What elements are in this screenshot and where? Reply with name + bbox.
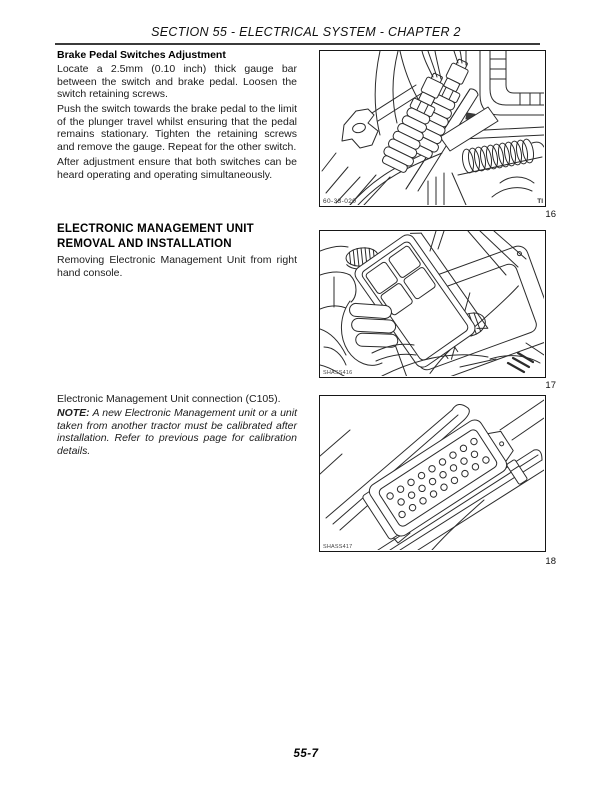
figure-16-drawing <box>320 51 544 205</box>
note-text: A new Electronic Management unit or a unit taken from another tractor must be calibrated after installation. Refer to previous page for calibration details. <box>57 407 297 457</box>
figure-16-watermark: TI <box>537 198 543 205</box>
emu-paragraph-1: Removing Electronic Management Unit from right hand console. <box>57 254 297 279</box>
figure-16-number: 16 <box>545 209 556 220</box>
figure-17-number: 17 <box>545 380 556 391</box>
brake-paragraph-2: Push the switch towards the brake pedal to the limit of the plunger travel whilst ensuring that the pedal remains stationary. Tighten the retaining screws and remove the gauge. Repeat for the other switch. <box>57 103 297 153</box>
header-rule <box>55 43 540 45</box>
connection-paragraph: Electronic Management Unit connection (C105). <box>57 393 281 405</box>
figure-18-number: 18 <box>545 556 556 567</box>
page-header-title: SECTION 55 - ELECTRICAL SYSTEM - CHAPTER 2 <box>151 25 461 39</box>
page-number: 55-7 <box>293 748 319 760</box>
figure-18-emu-connector <box>319 395 546 552</box>
emu-heading-line2: REMOVAL AND INSTALLATION <box>57 237 232 250</box>
brake-paragraph-3: After adjustment ensure that both switches can be heard operating and operating simultaneously. <box>57 156 297 181</box>
figure-16-caption: 60-33-020 <box>323 198 357 205</box>
figure-18-caption: SHASS417 <box>323 544 353 550</box>
figure-16-brake-switches <box>319 50 546 207</box>
emu-section-heading <box>57 222 297 251</box>
brake-paragraph-1: Locate a 2.5mm (0.10 inch) thick gauge bar between the switch and brake pedal. Loosen the switch retaining screws. <box>57 63 297 101</box>
figure-17-drawing <box>320 231 544 376</box>
calibration-note <box>57 407 297 457</box>
figure-17-emu-removal <box>319 230 546 378</box>
emu-heading-line1: ELECTRONIC MANAGEMENT UNIT <box>57 223 254 235</box>
note-label: NOTE: <box>57 407 90 419</box>
figure-17-caption: SHASS416 <box>323 370 353 376</box>
brake-section-heading: Brake Pedal Switches Adjustment <box>57 49 226 61</box>
figure-18-drawing <box>320 396 544 550</box>
